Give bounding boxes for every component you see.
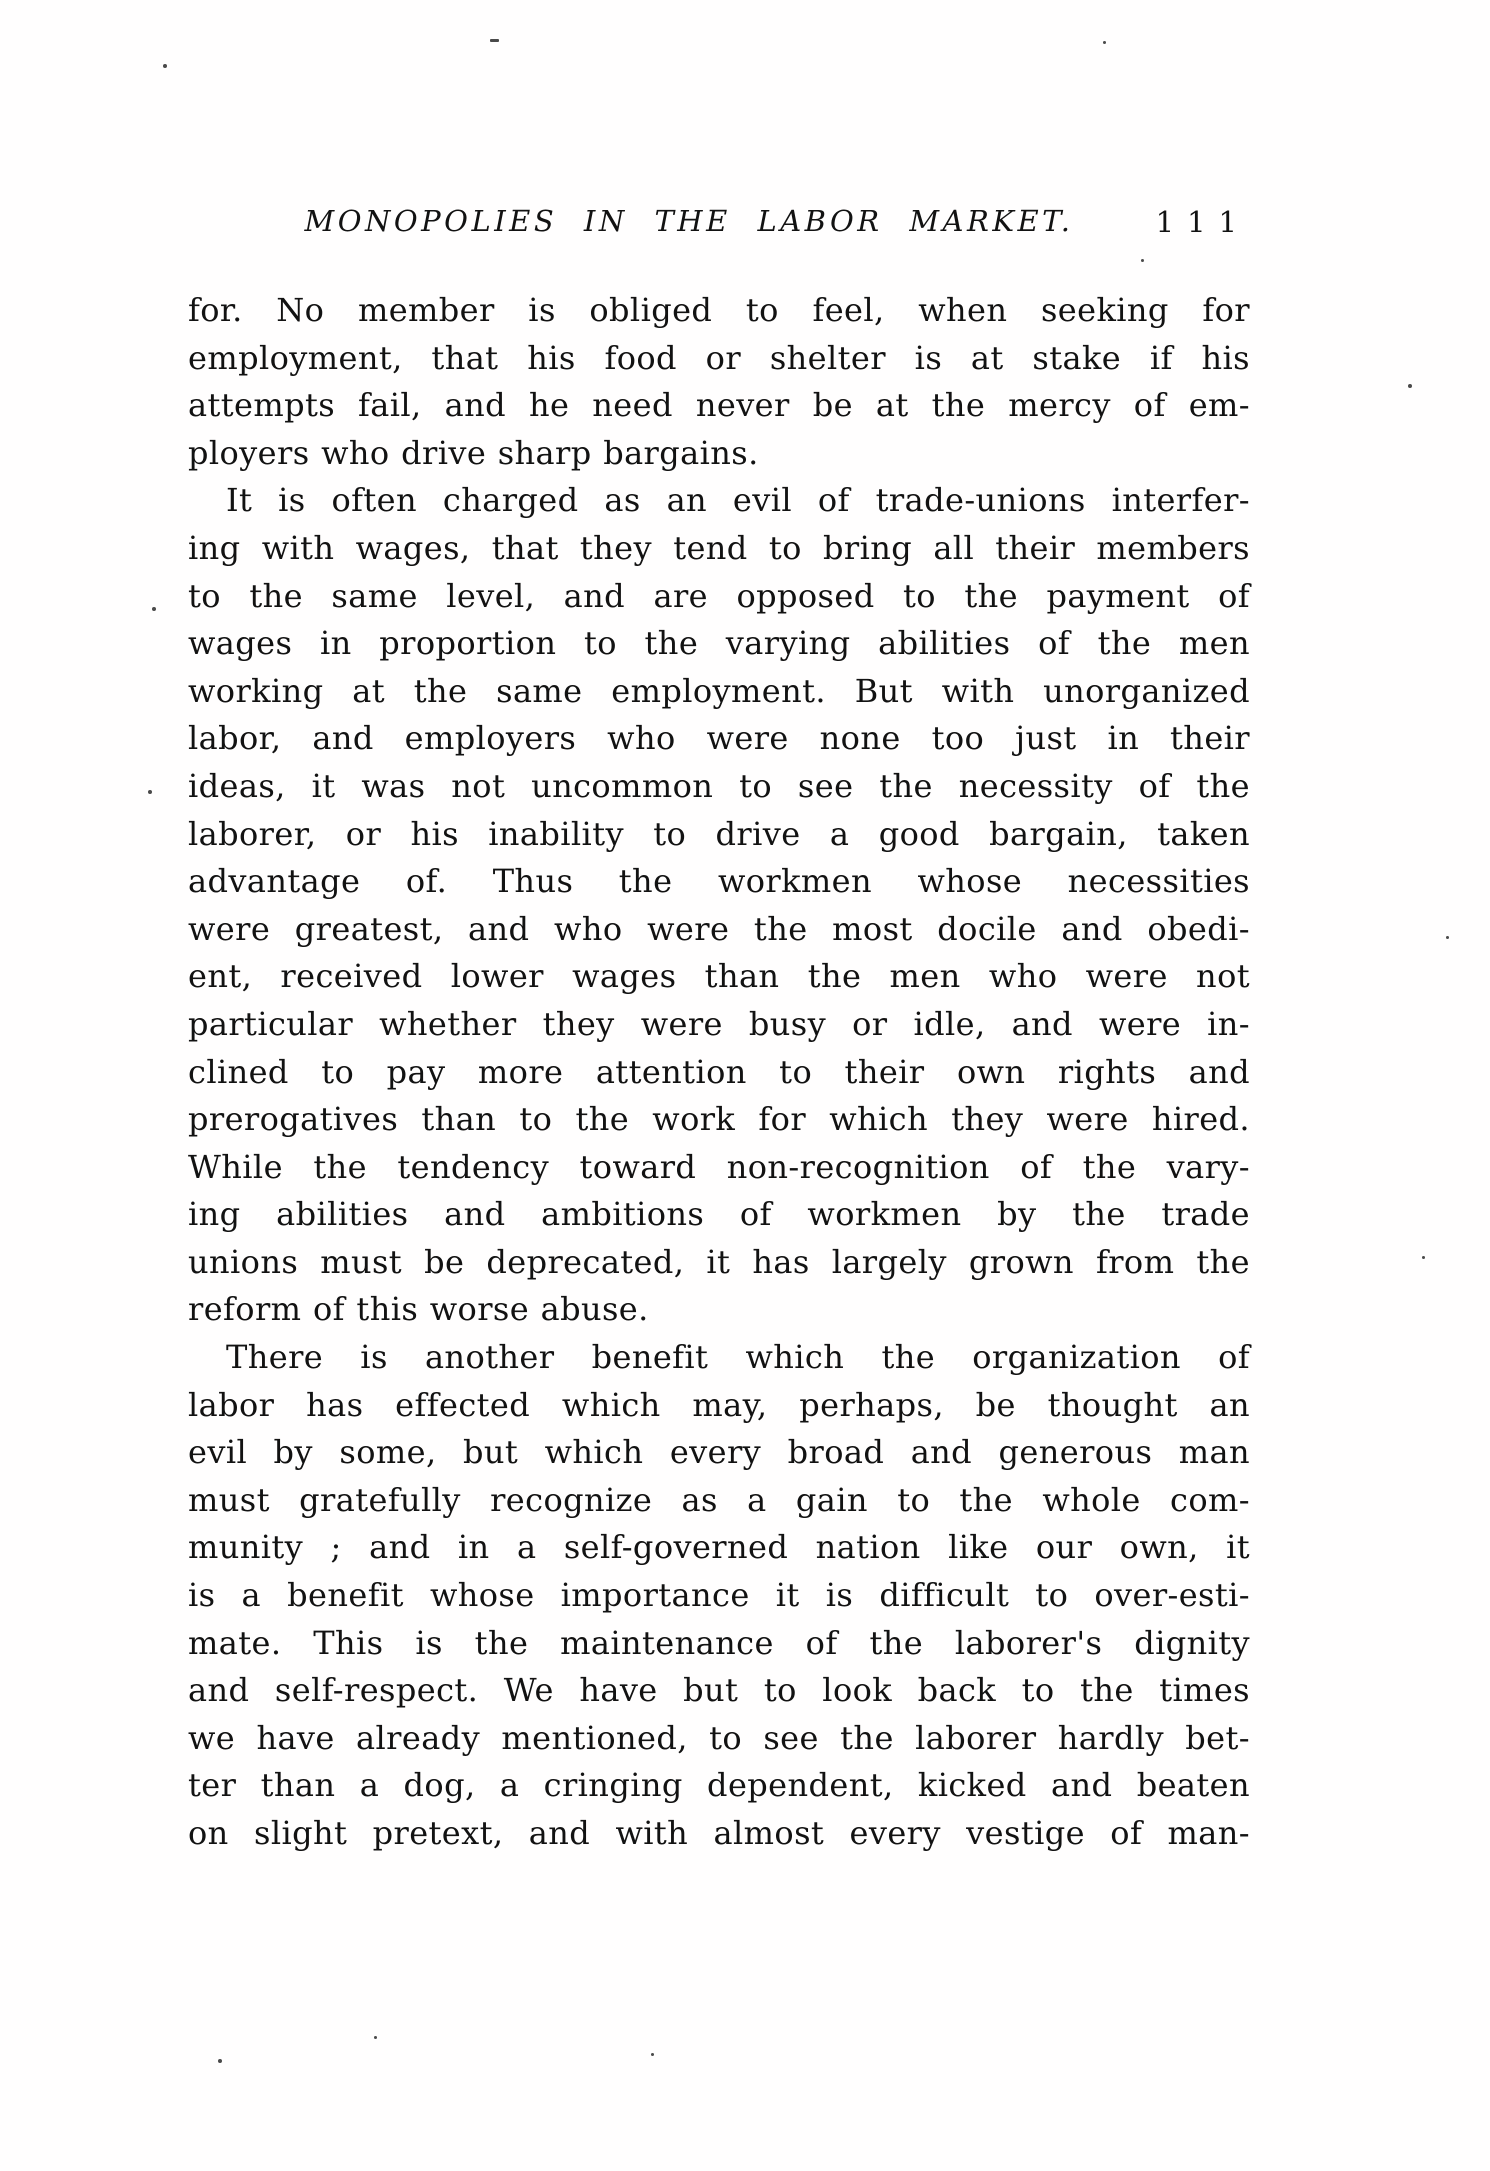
text-line: advantage of. Thus the workmen whose necessities xyxy=(188,862,1250,901)
text-line: evil by some, but which every broad and generous man xyxy=(188,1433,1250,1472)
text-line: mate. This is the maintenance of the laborer's dignity xyxy=(188,1623,1250,1662)
text-line: There is another benefit which the organization of xyxy=(226,1338,1250,1377)
text-line: ent, received lower wages than the men who were not xyxy=(188,957,1250,996)
text-line: clined to pay more attention to their own rights and xyxy=(188,1052,1250,1091)
text-line: It is often charged as an evil of trade-unions interfer- xyxy=(226,481,1250,520)
scan-speck xyxy=(651,2053,654,2056)
text-line: labor has effected which may, perhaps, be thought an xyxy=(188,1385,1250,1424)
scan-speck xyxy=(490,39,499,42)
text-line: ter than a dog, a cringing dependent, kicked and beaten xyxy=(188,1766,1250,1805)
text-line: particular whether they were busy or idle, and were in- xyxy=(188,1004,1250,1043)
text-line: is a benefit whose importance it is difficult to over-esti- xyxy=(188,1576,1250,1615)
page-number: 111 xyxy=(1155,205,1250,239)
text-line: employment, that his food or shelter is at stake if his xyxy=(188,338,1250,377)
scan-speck xyxy=(148,790,152,794)
body-text xyxy=(188,291,1250,1862)
text-line: prerogatives than to the work for which they were hired. xyxy=(188,1100,1250,1139)
text-line: must gratefully recognize as a gain to the whole com- xyxy=(188,1480,1250,1519)
text-line: for. No member is obliged to feel, when seeking for xyxy=(188,291,1250,329)
paragraph xyxy=(188,291,1250,481)
running-header xyxy=(188,204,1250,250)
text-line: to the same level, and are opposed to the payment of xyxy=(188,576,1250,615)
text-line: reform of this worse abuse. xyxy=(188,1290,649,1329)
text-line: wages in proportion to the varying abilities of the men xyxy=(188,624,1250,663)
text-line: ideas, it was not uncommon to see the necessity of the xyxy=(188,766,1250,805)
header-title: MONOPOLIES IN THE LABOR MARKET. xyxy=(304,204,1074,238)
text-line: While the tendency toward non-recognition of the vary- xyxy=(188,1147,1250,1186)
text-line: we have already mentioned, to see the laborer hardly bet- xyxy=(188,1718,1250,1757)
text-line: and self-respect. We have but to look back to the times xyxy=(188,1671,1250,1710)
scan-speck xyxy=(1141,259,1144,262)
text-line: unions must be deprecated, it has largely grown from the xyxy=(188,1242,1250,1281)
text-line: labor, and employers who were none too just in their xyxy=(188,719,1250,758)
paragraph xyxy=(188,1338,1250,1862)
scan-speck xyxy=(163,64,167,68)
scan-speck xyxy=(1422,1256,1425,1259)
text-line: attempts fail, and he need never be at the mercy of em- xyxy=(188,386,1250,425)
scan-speck xyxy=(374,2036,377,2039)
text-line: on slight pretext, and with almost every vestige of man- xyxy=(188,1814,1250,1852)
text-line: ing abilities and ambitions of workmen by the trade xyxy=(188,1195,1250,1234)
text-line: munity ; and in a self-governed nation like our own, it xyxy=(188,1528,1250,1567)
text-line: working at the same employment. But with unorganized xyxy=(188,671,1250,710)
scan-speck xyxy=(1103,41,1106,44)
text-line: laborer, or his inability to drive a good bargain, taken xyxy=(188,814,1250,853)
scan-speck xyxy=(218,2059,222,2063)
paragraph xyxy=(188,481,1250,1338)
scan-speck xyxy=(1408,384,1412,388)
scan-speck xyxy=(152,607,156,611)
text-line: were greatest, and who were the most docile and obedi- xyxy=(188,909,1250,948)
text-line: ing with wages, that they tend to bring all their members xyxy=(188,528,1250,567)
scan-speck xyxy=(1446,936,1449,939)
text-line: ployers who drive sharp bargains. xyxy=(188,433,759,472)
